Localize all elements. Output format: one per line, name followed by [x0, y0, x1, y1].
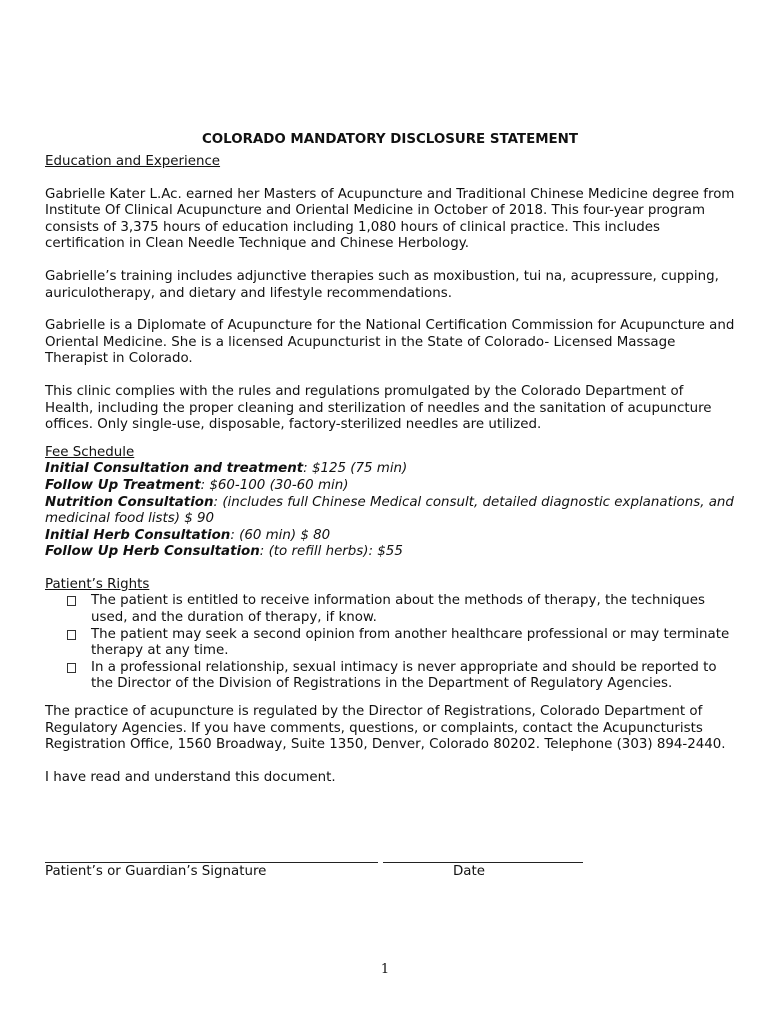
date-line[interactable] [383, 862, 583, 863]
date-label: Date [453, 864, 486, 879]
fee-item-detail: : $60-100 (30-60 min) [200, 477, 349, 493]
paragraph-education: Gabrielle Kater L.Ac. earned her Masters of Acupuncture and Traditional Chinese Medicine degree from Institute Of Clinical Acupuncture and Oriental Medicine in October of 2018. This four-year program consists of 3,375 hours of education including 1,080 hours of clinical practice. This includes certification in Clean Needle Technique and Chinese Herbology. [45, 186, 735, 252]
fee-item-label: Initial Herb Consultation [45, 527, 231, 543]
rights-item-text: The patient may seek a second opinion from another healthcare professional or may terminate therapy at any time. [91, 626, 730, 659]
paragraph-compliance: This clinic complies with the rules and regulations promulgated by the Colorado Department of Health, including the proper cleaning and sterilization of needles and the sanitation of acupuncture offices. Only single-use, disposable, factory-sterilized needles are utilized. [45, 383, 712, 433]
fee-item [45, 544, 735, 561]
rights-item-text: In a professional relationship, sexual intimacy is never appropriate and should be reported to the Director of the Division of Registrations in the Department of Regulatory Agencies. [91, 659, 717, 692]
signature-label: Patient’s or Guardian’s Signature [45, 864, 267, 879]
bullet-box-icon [67, 630, 76, 640]
fee-item [45, 495, 735, 528]
fee-item [45, 461, 735, 478]
bullet-box-icon [67, 663, 76, 673]
rights-item [67, 593, 735, 626]
fee-item [45, 478, 735, 495]
section-heading-education: Education and Experience [45, 154, 221, 169]
document-body [45, 130, 735, 786]
fee-item-detail: : (60 min) $ 80 [230, 527, 331, 543]
rights-item-text: The patient is entitled to receive information about the methods of therapy, the techniques used, and the duration of therapy, if know. [91, 593, 705, 626]
rights-item [67, 627, 735, 660]
document-title: COLORADO MANDATORY DISCLOSURE STATEMENT [201, 132, 579, 147]
fee-item-label: Initial Consultation and treatment [45, 461, 304, 477]
paragraph-training: Gabrielle’s training includes adjunctive therapies such as moxibustion, tui na, acupressure, cupping, auriculotherapy, and dietary and lifestyle recommendations. [45, 268, 719, 301]
section-heading-rights: Patient’s Rights [45, 576, 150, 592]
fee-item-label: Nutrition Consultation [45, 494, 214, 510]
rights-item [67, 660, 735, 693]
section-heading-fees: Fee Schedule [45, 444, 135, 460]
page-number: 1 [380, 962, 390, 977]
fee-item-detail: : (includes full Chinese Medical consult, detailed diagnostic explanations, and medicinal food lists) $ 90 [45, 494, 734, 527]
paragraph-credentials: Gabrielle is a Diplomate of Acupuncture for the National Certification Commission for Acupuncture and Oriental Medicine. She is a licensed Acupuncturist in the State of Colorado- Licensed Massage Therapist in Colorado. [45, 318, 735, 367]
fee-item-label: Follow Up Treatment [45, 477, 201, 493]
paragraph-acknowledgement: I have read and understand this document. [45, 769, 336, 785]
bullet-box-icon [67, 596, 76, 606]
fee-item-detail: : (to refill herbs): $55 [259, 544, 403, 560]
fee-item-label: Follow Up Herb Consultation [45, 544, 260, 560]
fee-schedule-list [45, 461, 735, 561]
paragraph-regulation: The practice of acupuncture is regulated by the Director of Registrations, Colorado Department of Regulatory Agencies. If you have comments, questions, or complaints, contact the Acupuncturists Registration Office, 1560 Broadway, Suite 1350, Denver, Colorado 80202. Telephone (303) 894-2440. [45, 704, 726, 753]
patient-rights-list [45, 593, 735, 693]
fee-item [45, 528, 735, 545]
signature-block [45, 848, 605, 882]
fee-item-detail: : $125 (75 min) [303, 461, 408, 477]
signature-line[interactable] [45, 862, 378, 863]
